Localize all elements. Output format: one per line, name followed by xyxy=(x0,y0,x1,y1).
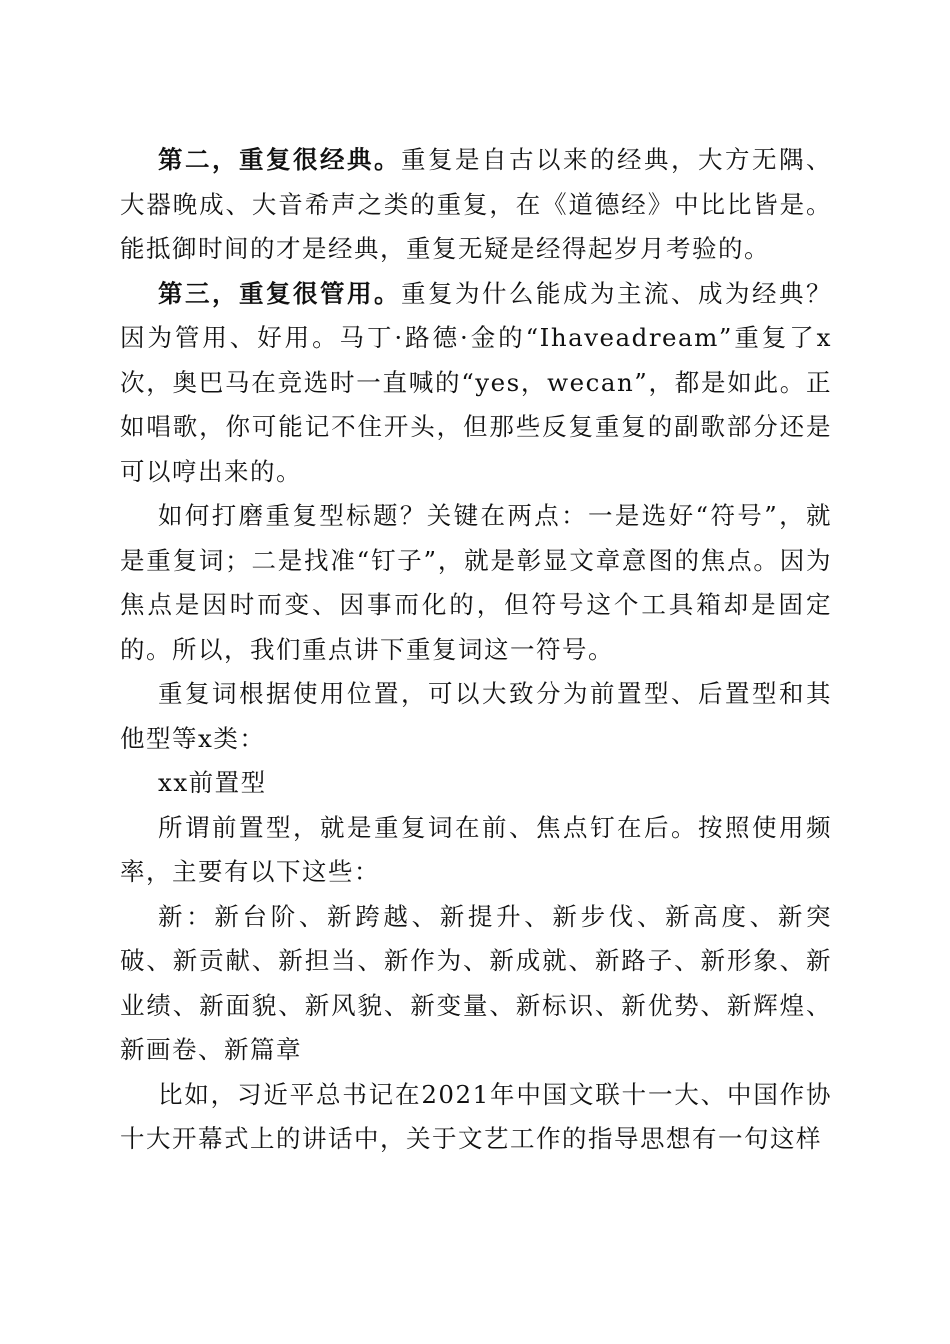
paragraph xyxy=(120,1073,832,1162)
paragraph-text: 重复为什么能成为主流、成为经典？因为管用、好用。马丁·路德·金的“Ihaveadream”重复了x次，奥巴马在竞选时一直喊的“yes，wecan”，都是如此。正如唱歌，你可能记不住开头，但那些反复重复的副歌部分还是可以哼出来的。 xyxy=(120,278,832,486)
paragraph xyxy=(120,806,832,895)
section-heading xyxy=(120,761,832,806)
paragraph-text: 如何打磨重复型标题？关键在两点：一是选好“符号”，就是重复词；二是找准“钉子”，就是彰显文章意图的焦点。因为焦点是因时而变、因事而化的，但符号这个工具箱却是固定的。所以，我们重点讲下重复词这一符号。 xyxy=(120,501,832,664)
section-heading-text: xx前置型 xyxy=(158,768,267,797)
paragraph xyxy=(120,494,832,672)
paragraph-text: 比如，习近平总书记在2021年中国文联十一大、中国作协十大开幕式上的讲话中，关于文艺工作的指导思想有一句这样 xyxy=(120,1079,832,1153)
paragraph-text: 新：新台阶、新跨越、新提升、新步伐、新高度、新突破、新贡献、新担当、新作为、新成就、新路子、新形象、新业绩、新面貌、新风貌、新变量、新标识、新优势、新辉煌、新画卷、新篇章 xyxy=(120,901,832,1064)
paragraph xyxy=(120,138,832,272)
paragraph xyxy=(120,272,832,495)
paragraph xyxy=(120,672,832,761)
paragraph-text: 重复词根据使用位置，可以大致分为前置型、后置型和其他型等x类： xyxy=(120,679,832,753)
paragraph-lead: 第三，重复很管用。 xyxy=(158,278,401,308)
paragraph-text: 所谓前置型，就是重复词在前、焦点钉在后。按照使用频率，主要有以下这些： xyxy=(120,812,832,886)
word-list-paragraph xyxy=(120,895,832,1073)
paragraph-text: 重复是自古以来的经典，大方无隅、大器晚成、大音希声之类的重复，在《道德经》中比比皆是。能抵御时间的才是经典，重复无疑是经得起岁月考验的。 xyxy=(120,145,832,263)
document-body xyxy=(120,138,832,1162)
paragraph-lead: 第二，重复很经典。 xyxy=(158,145,401,174)
